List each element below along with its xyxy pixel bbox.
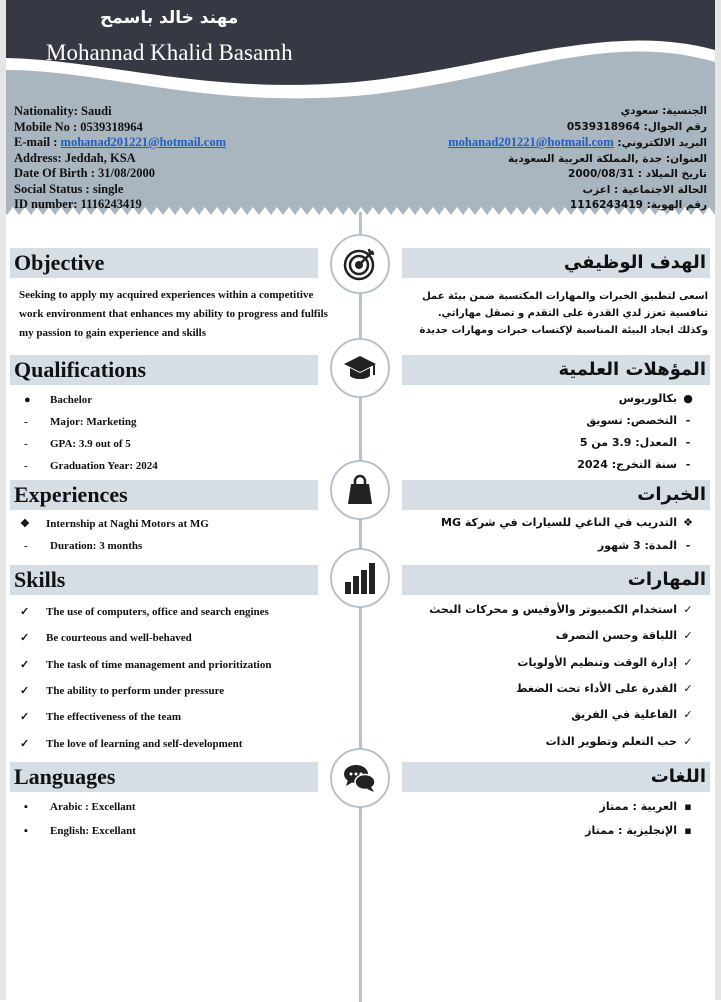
qualification-item: ● Bachelor	[24, 394, 93, 406]
email-label-ar: البريد الالكتروني:	[613, 137, 707, 149]
chat-bubbles-icon	[330, 748, 390, 808]
date-of-birth-ar: تاريخ الميلاد : 2000/08/31	[568, 168, 707, 180]
qualifications-heading: Qualifications	[10, 355, 318, 385]
bar-chart-icon	[330, 548, 390, 608]
objective-heading: Objective	[10, 248, 318, 278]
languages-heading-ar: اللغات	[402, 762, 710, 792]
language-item-ar: ▪العربية : ممتاز	[599, 800, 692, 813]
social-status: Social Status : single	[14, 181, 124, 196]
name-english: Mohannad Khalid Basamh	[46, 40, 293, 65]
qualification-item: - GPA: 3.9 out of 5	[24, 438, 131, 450]
personal-info-en	[14, 104, 226, 213]
qualifications-heading-ar: المؤهلات العلمية	[402, 355, 710, 385]
skill-item-ar: ✓استخدام الكمبيوتر والأوفيس و محركات البحث	[429, 603, 693, 616]
experiences-heading: Experiences	[10, 480, 318, 510]
qualification-item-ar: -سنة التخرج: 2024	[577, 458, 691, 471]
skill-item: ✓ The ability to perform under pressure	[20, 685, 225, 697]
email-row-ar	[448, 135, 707, 152]
experience-item: - Duration: 3 months	[24, 540, 143, 552]
email-row	[14, 135, 226, 151]
qualification-item-ar: -المعدل: 3.9 من 5	[579, 436, 691, 449]
skill-item: ✓ The love of learning and self-development	[20, 738, 243, 750]
language-item: ▪ Arabic : Excellant	[24, 801, 136, 813]
id-number: ID number: 1116243419	[14, 197, 142, 211]
skill-item: ✓ The effectiveness of the team	[20, 711, 182, 723]
experiences-heading-ar: الخبرات	[402, 480, 710, 510]
skill-item: ✓ The use of computers, office and search engines	[20, 606, 269, 618]
page-edge-right	[715, 0, 721, 1000]
language-item: ▪ English: Excellant	[24, 825, 136, 837]
skill-item-ar: ✓اللباقة وحسن التصرف	[555, 629, 693, 642]
mobile-ar: رقم الجوال: 0539318964	[566, 120, 707, 133]
nationality-ar: الجنسية: سعودي	[620, 105, 707, 117]
id-number-ar: رقم الهوية: 1116243419	[569, 199, 707, 211]
shopping-bag-icon	[330, 460, 390, 520]
qualification-item-ar: -التخصص: تسويق	[586, 414, 691, 427]
target-icon	[330, 234, 390, 294]
objective-text-ar: اسعى لتطبيق الخبرات والمهارات المكتسبة ضمن بيئة عمل تنافسية تعزز لدي القدرة على التقدم و تصقل مهاراتي. وكذلك ايجاد البيئة المناسبة لإكتساب خبرات ومهارات جديدة	[419, 291, 708, 336]
mobile: Mobile No : 0539318964	[14, 119, 143, 134]
address-ar: العنوان: جدة ,المملكة العربية السعودية	[508, 152, 707, 165]
social-status-ar: الحالة الاجتماعية : اعزب	[582, 183, 707, 196]
name-arabic: مهند خالد باسمح	[100, 8, 239, 28]
skills-heading-ar: المهارات	[402, 565, 710, 595]
skill-item-ar: ✓القدرة على الأداء تحت الضغط	[516, 682, 693, 695]
address: Address: Jeddah, KSA	[14, 150, 136, 165]
skill-item-ar: ✓إدارة الوقت وتنظيم الأولويات	[517, 656, 693, 669]
skills-heading: Skills	[10, 565, 318, 595]
skill-item-ar: ✓الفاعلية في الفريق	[571, 708, 693, 721]
qualification-item: - Graduation Year: 2024	[24, 460, 158, 472]
graduation-cap-icon	[330, 338, 390, 398]
experience-item-ar: -المدة: 3 شهور	[597, 539, 691, 552]
qualification-item: - Major: Marketing	[24, 416, 137, 428]
email-link[interactable]: mohanad201221@hotmail.com	[60, 135, 226, 149]
nationality: Nationality: Saudi	[14, 104, 112, 118]
qualification-item-ar: ●بكالوريوس	[618, 392, 693, 405]
experience-item-ar: ❖التدريب في الناغي للسيارات في شركة MG	[441, 516, 693, 529]
skill-item: ✓ Be courteous and well-behaved	[20, 632, 192, 644]
experience-item: ❖ Internship at Naghi Motors at MG	[20, 518, 209, 530]
date-of-birth: Date Of Birth : 31/08/2000	[14, 166, 155, 180]
objective-text: Seeking to apply my acquired experiences within a competitive work environment that enhances my ability to progress and fulfils my passion to gain experience and skills	[19, 289, 328, 339]
skill-item-ar: ✓حب التعلم وتطوير الذات	[545, 735, 693, 748]
email-label: E-mail :	[14, 135, 61, 149]
personal-info-ar	[448, 104, 707, 214]
skill-item: ✓ The task of time management and prioritization	[20, 659, 272, 671]
languages-heading: Languages	[10, 762, 318, 792]
email-link-ar[interactable]: mohanad201221@hotmail.com	[448, 135, 614, 149]
language-item-ar: ▪الإنجليزية : ممتاز	[585, 824, 692, 837]
objective-heading-ar: الهدف الوظيفي	[402, 248, 710, 278]
